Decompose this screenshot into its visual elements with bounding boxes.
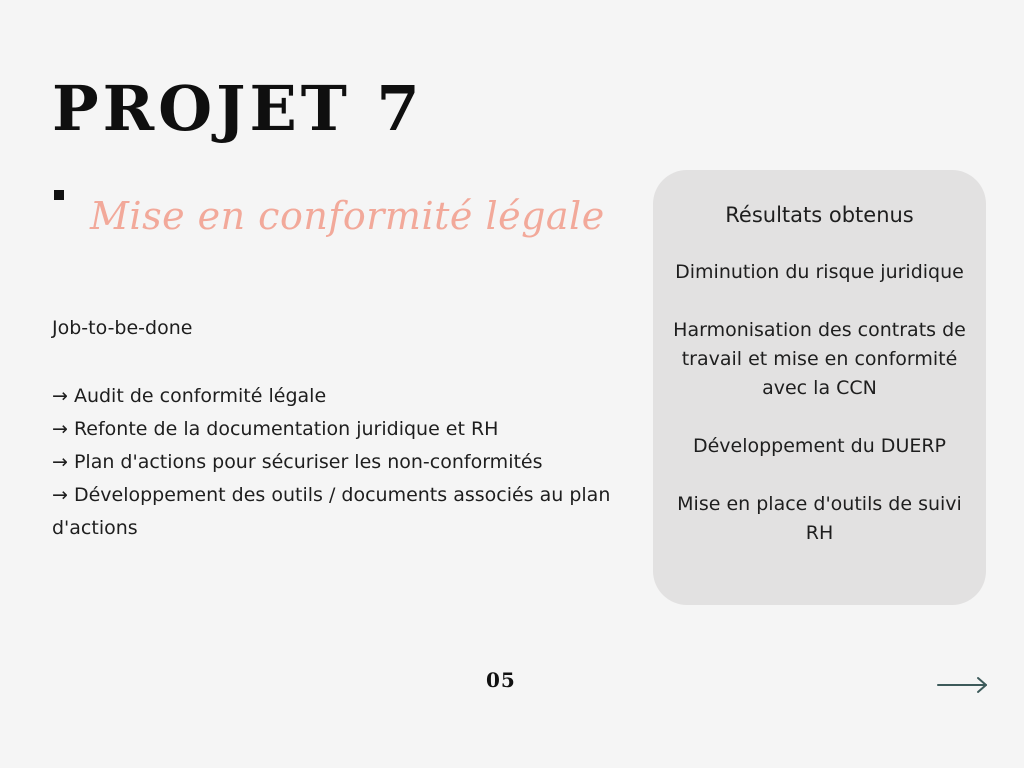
list-item: → Refonte de la documentation juridique et RH — [52, 418, 499, 440]
job-to-be-done-section — [52, 316, 612, 545]
arrow-right-icon[interactable] — [936, 674, 990, 696]
list-item: → Plan d'actions pour sécuriser les non-conformités — [52, 451, 543, 473]
result-item: Mise en place d'outils de suivi RH — [677, 493, 962, 544]
list-item: → Développement des outils / documents associés au plan d'actions — [52, 484, 611, 539]
results-title: Résultats obtenus — [725, 203, 914, 227]
job-to-be-done-heading: Job-to-be-done — [52, 317, 193, 339]
page-title: PROJET 7 — [52, 72, 424, 145]
results-card — [653, 170, 986, 605]
result-item: Développement du DUERP — [692, 435, 947, 457]
result-item: Harmonisation des contrats de travail et mise en conformité avec la CCN — [673, 319, 966, 399]
page-subtitle: Mise en conformité légale — [90, 194, 605, 238]
results-list — [653, 258, 986, 548]
job-to-be-done-list — [52, 380, 612, 545]
page-number: 05 — [486, 668, 516, 692]
result-item: Diminution du risque juridique — [675, 261, 964, 283]
list-item: → Audit de conformité légale — [52, 385, 327, 407]
bullet-square-icon — [54, 190, 64, 200]
